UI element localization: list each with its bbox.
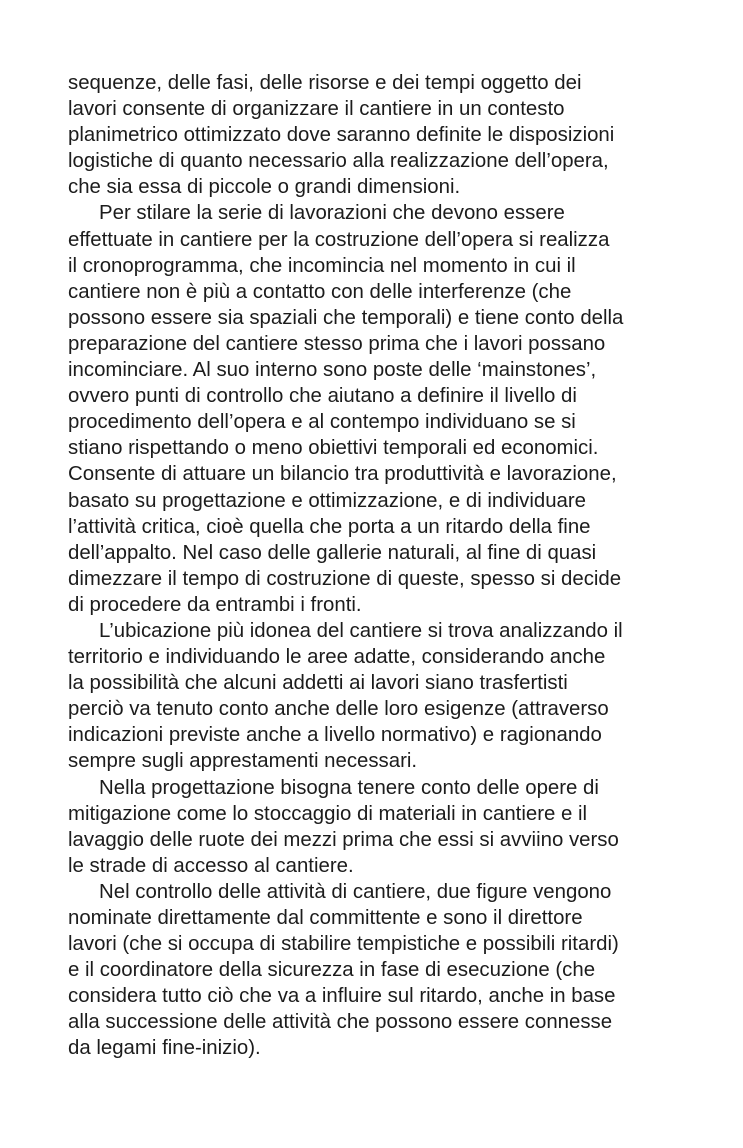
text-line: cantiere non è più a contatto con delle interferenze (che — [68, 280, 572, 303]
paragraph — [68, 70, 680, 200]
text-line: la possibilità che alcuni addetti ai lavori siano trasfertisti — [68, 672, 568, 695]
paragraph — [68, 879, 680, 1062]
paragraph — [68, 618, 680, 775]
text-line: lavori (che si occupa di stabilire tempistiche e possibili ritardi) — [68, 933, 619, 956]
text-line: logistiche di quanto necessario alla realizzazione dell’opera, — [68, 150, 609, 173]
text-line: alla successione delle attività che possono essere connesse — [68, 1011, 613, 1034]
text-line: Nel controllo delle attività di cantiere, due figure vengono — [99, 880, 612, 903]
text-line: Consente di attuare un bilancio tra produttività e lavorazione, — [68, 463, 617, 486]
text-line: incominciare. Al suo interno sono poste delle ‘mainstones’, — [68, 359, 597, 382]
document-body — [68, 70, 680, 1062]
text-line: planimetrico ottimizzato dove saranno definite le disposizioni — [68, 124, 615, 147]
text-line: le strade di accesso al cantiere. — [68, 854, 354, 877]
text-line: lavori consente di organizzare il cantiere in un contesto — [68, 98, 565, 121]
text-line: sequenze, delle fasi, delle risorse e dei tempi oggetto dei — [68, 72, 582, 94]
text-line: di procedere da entrambi i fronti. — [68, 593, 362, 616]
text-line: che sia essa di piccole o grandi dimensioni. — [68, 176, 461, 199]
text-line: dimezzare il tempo di costruzione di queste, spesso si decide — [68, 567, 622, 590]
text-line: effettuate in cantiere per la costruzione dell’opera si realizza — [68, 228, 610, 251]
text-line: stiano rispettando o meno obiettivi temporali ed economici. — [68, 437, 599, 460]
text-line: nominate direttamente dal committente e sono il direttore — [68, 907, 583, 929]
text-line: indicazioni previste anche a livello normativo) e ragionando — [68, 724, 602, 747]
text-line: ovvero punti di controllo che aiutano a definire il livello di — [68, 385, 577, 408]
text-line: Per stilare la serie di lavorazioni che devono essere — [99, 202, 565, 225]
text-line: procedimento dell’opera e al contempo individuano se si — [68, 411, 576, 434]
text-line: territorio e individuando le aree adatte, considerando anche — [68, 646, 606, 669]
text-line: mitigazione come lo stoccaggio di materiali in cantiere e il — [68, 802, 588, 825]
text-line: il cronoprogramma, che incomincia nel momento in cui il — [68, 254, 576, 277]
text-line: basato su progettazione e ottimizzazione, e di individuare — [68, 489, 587, 512]
text-line: e il coordinatore della sicurezza in fase di esecuzione (che — [68, 959, 596, 982]
text-line: dell’appalto. Nel caso delle gallerie naturali, al fine di quasi — [68, 541, 597, 564]
text-line: preparazione del cantiere stesso prima che i lavori possano — [68, 332, 606, 355]
paragraph — [68, 775, 680, 879]
text-line: l’attività critica, cioè quella che porta a un ritardo della fine — [68, 515, 591, 538]
text-line: considera tutto ciò che va a influire sul ritardo, anche in base — [68, 985, 616, 1008]
text-line: sempre sugli apprestamenti necessari. — [68, 750, 418, 773]
paragraph — [68, 200, 680, 618]
text-line: Nella progettazione bisogna tenere conto delle opere di — [99, 776, 599, 799]
text-line: da legami fine-inizio). — [68, 1037, 261, 1060]
text-line: perciò va tenuto conto anche delle loro esigenze (attraverso — [68, 698, 609, 721]
text-line: L’ubicazione più idonea del cantiere si trova analizzando il — [99, 619, 623, 642]
text-line: lavaggio delle ruote dei mezzi prima che essi si avviino verso — [68, 828, 619, 851]
text-line: possono essere sia spaziali che temporali) e tiene conto della — [68, 306, 624, 329]
